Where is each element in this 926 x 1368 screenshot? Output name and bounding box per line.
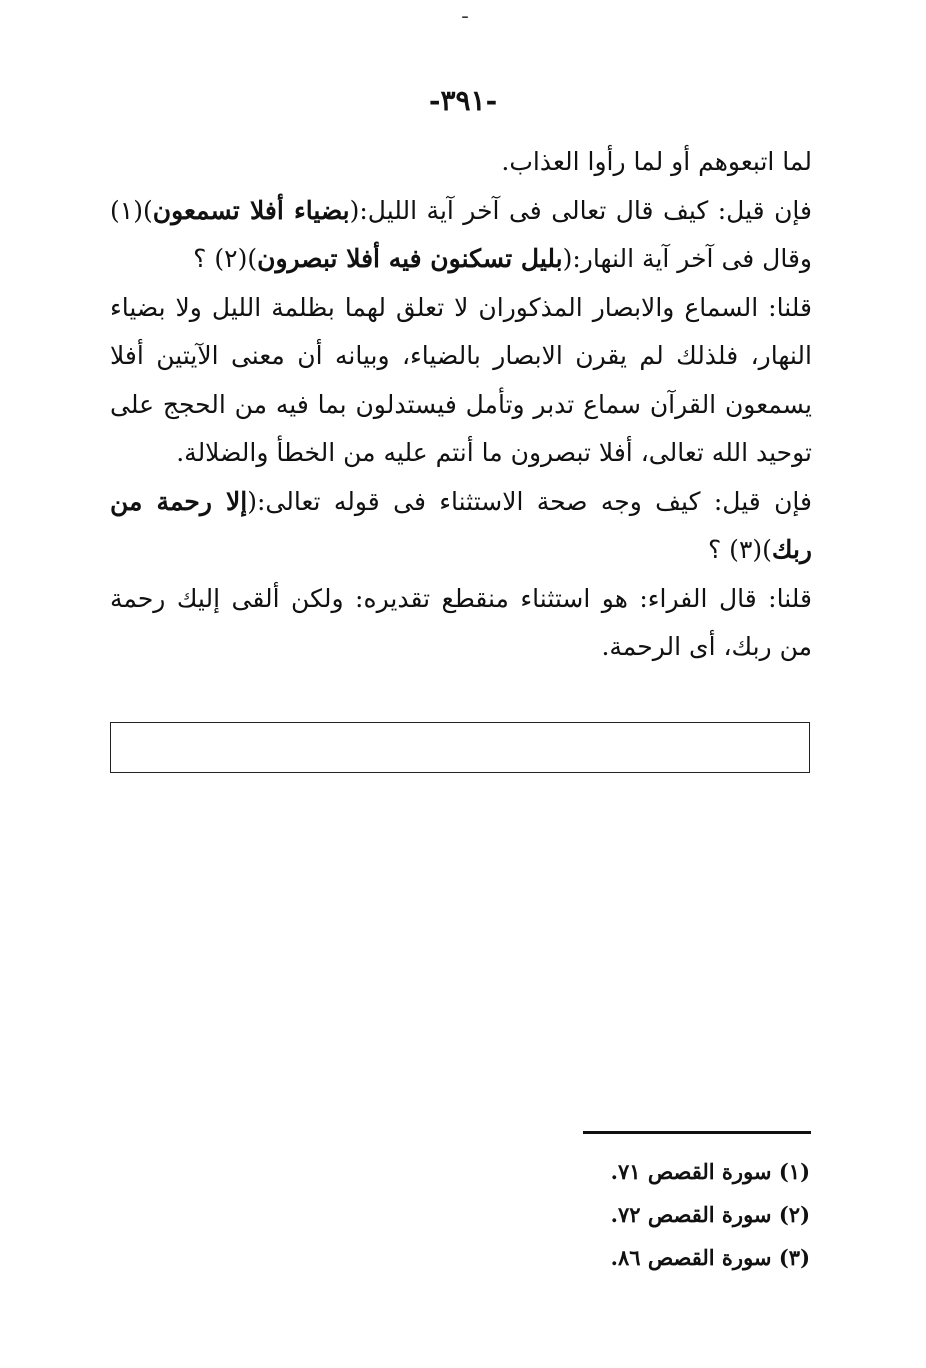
paragraph-4 (110, 478, 812, 575)
quran-quote: بليل تسكنون فيه أفلا تبصرون (257, 244, 563, 273)
paragraph-3 (110, 284, 812, 478)
footnote-2: (٢) سورة القصص ٧٢. (610, 1202, 810, 1227)
text-segment: )(٣) ؟ (707, 535, 772, 564)
paragraph-2 (110, 187, 812, 284)
footnotes (470, 1150, 810, 1279)
text-segment: )(٢) ؟ (193, 244, 258, 273)
paragraph-5 (110, 575, 812, 672)
quran-quote: بضياء أفلا تسمعون (152, 195, 350, 225)
empty-frame-box (110, 722, 810, 773)
text-segment: فإن قيل: كيف قال تعالى فى آخر آية الليل:( (349, 195, 812, 225)
footnote-1: (١) سورة القصص ٧١. (610, 1159, 810, 1184)
quran-quote: إلا رحمة من ربك (110, 486, 812, 564)
text-segment: قلنا: قال الفراء: هو استثناء منقطع تقديره: ولكن ألقى إليك رحمة من ربك، أى الرحمة. (110, 583, 812, 661)
paragraph-1 (110, 138, 812, 187)
text-segment: )(١) وقال فى آخر آية النهار:( (110, 195, 812, 273)
text-segment: قلنا: السماع والابصار المذكوران لا تعلق لهما بظلمة الليل ولا بضياء النهار، فلذلك لم يقرن الابصار بالضياء، وبيانه أن معنى الآيتين أفلا يسمعون القرآن سماع تدبر وتأمل فيستدلون بما فيه من الحجج على توحيد الله تعالى، أفلا تبصرون ما أنتم عليه من الخطأ والضلالة. (110, 292, 812, 467)
page-number: -٣٩١- (428, 84, 498, 117)
body-text (110, 138, 812, 672)
text-segment: لما اتبعوهم أو لما رأوا العذاب. (501, 147, 812, 176)
footnote-3: (٣) سورة القصص ٨٦. (610, 1245, 810, 1270)
text-segment: فإن قيل: كيف وجه صحة الاستثناء فى قوله تعالى:( (247, 486, 812, 516)
page-top-mark: ـ (462, 2, 468, 23)
footnote-separator (583, 1131, 811, 1134)
